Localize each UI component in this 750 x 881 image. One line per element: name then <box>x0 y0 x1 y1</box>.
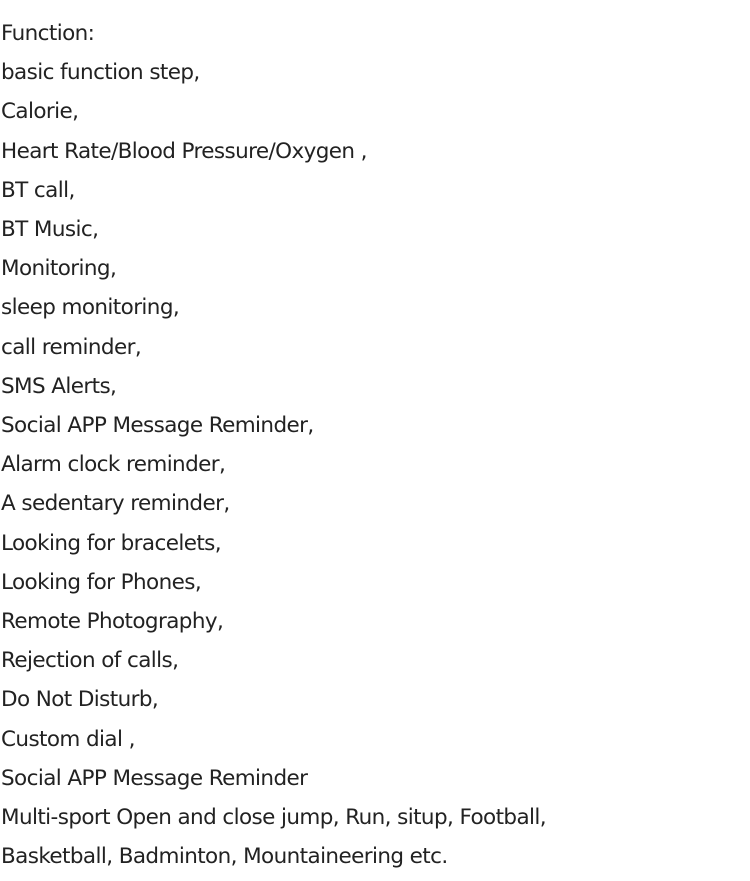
function-line: Monitoring, <box>1 256 117 282</box>
function-heading: Function: <box>1 21 95 46</box>
function-line: Do Not Disturb, <box>1 687 159 713</box>
function-line: Heart Rate/Blood Pressure/Oxygen , <box>1 138 367 164</box>
function-line: Rejection of calls, <box>1 648 179 674</box>
function-line: Basketball, Badminton, Mountaineering etc. <box>1 844 448 870</box>
function-line: Social APP Message Reminder, <box>1 413 314 439</box>
function-line: Remote Photography, <box>1 609 224 635</box>
function-line: BT Music, <box>1 217 99 243</box>
function-line: Looking for bracelets, <box>1 530 222 556</box>
function-line: SMS Alerts, <box>1 373 117 399</box>
function-line: call reminder, <box>1 334 142 360</box>
function-list-document <box>1 14 746 876</box>
function-line: Alarm clock reminder, <box>1 452 226 478</box>
function-line: BT call, <box>1 177 75 203</box>
function-line: Social APP Message Reminder <box>1 765 308 791</box>
function-line: sleep monitoring, <box>1 295 180 321</box>
function-line: Multi-sport Open and close jump, Run, situp, Football, <box>1 805 547 831</box>
function-line: Looking for Phones, <box>1 569 202 595</box>
function-line: A sedentary reminder, <box>1 491 230 517</box>
function-line: basic function step, <box>1 60 200 86</box>
function-line: Calorie, <box>1 99 79 125</box>
function-line: Custom dial , <box>1 726 135 752</box>
